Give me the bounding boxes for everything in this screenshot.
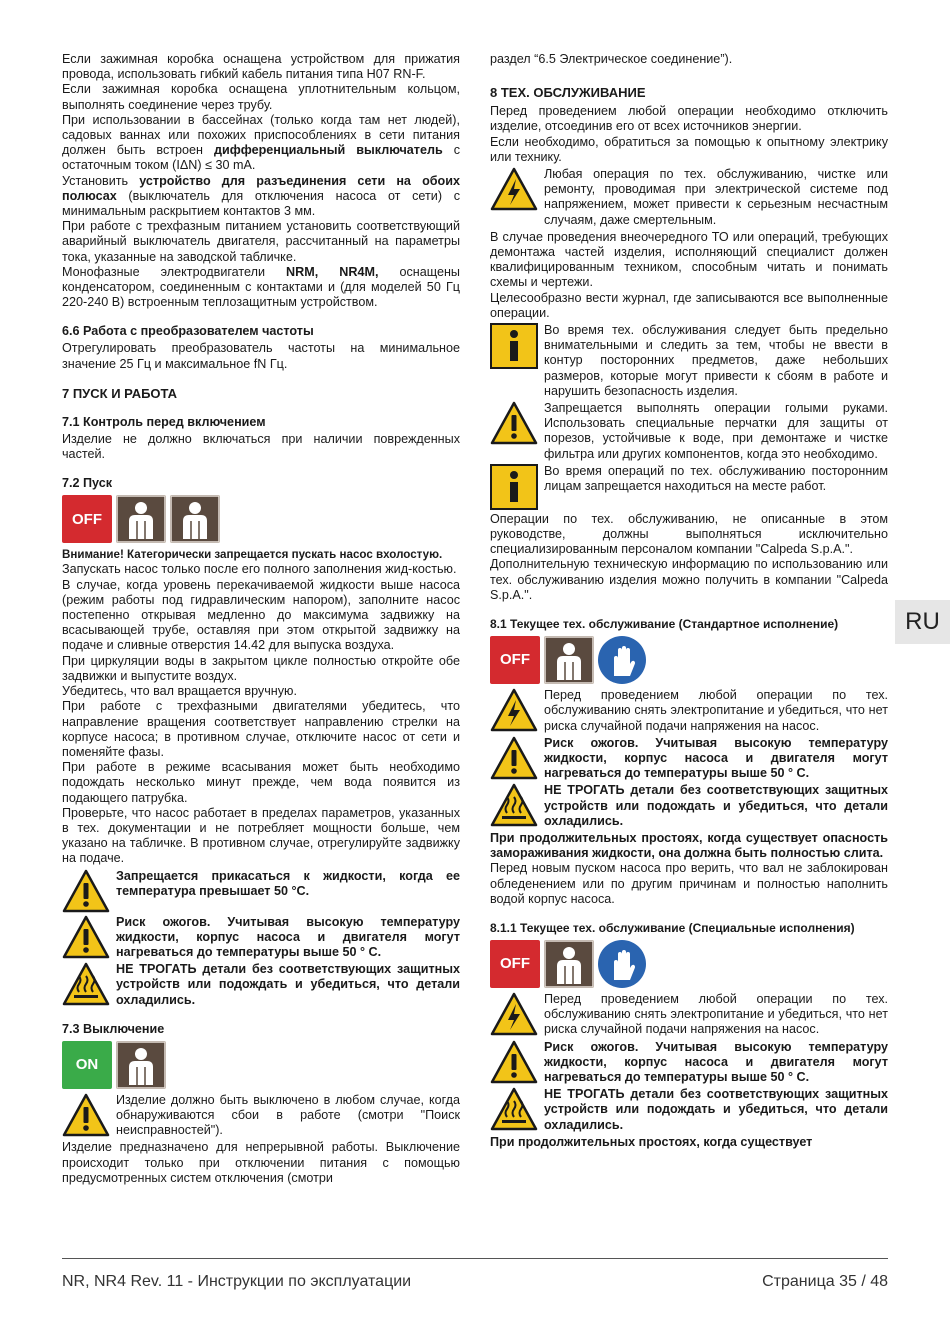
electric-hazard-icon xyxy=(490,992,538,1036)
footer-title: NR, NR4 Rev. 11 - Инструкции по эксплуатации xyxy=(62,1273,412,1290)
info-icon xyxy=(490,323,538,369)
paragraph: При работе с трехфазными двигателями убедитесь, что направление вращения соответствует направлению стрелки на корпусе насоса; в противном случае, отключите насос от сети и поменяйте фазы. xyxy=(62,699,460,759)
page-number: Страница 35 / 48 xyxy=(762,1273,888,1290)
icon-row xyxy=(490,636,888,684)
paragraph: Отрегулировать преобразователь частоты на минимальное значение 25 Гц и максимальное fN Гц. xyxy=(62,341,460,371)
paragraph: В случае проведения внеочередного ТО или операций, требующих демонтажа частей изделия, исполняющий специалист должен квалифицированным техником, способным читать и понимать схемы и чертежи. xyxy=(490,229,888,290)
section-heading-8: 8 ТЕХ. ОБСЛУЖИВАНИЕ xyxy=(490,85,646,101)
paragraph: При циркуляции воды в закрытом цикле полностью откройте обе задвижки и выпустите воздух. xyxy=(62,653,460,683)
paragraph: При продолжительных простоях, когда существует опасность замораживания жидкости, она должна быть полностью слита. xyxy=(490,830,888,861)
warning-triangle-icon xyxy=(62,1093,110,1137)
paragraph: раздел “6.5 Электрическое соединение”). xyxy=(490,52,733,66)
paragraph: Проверьте, что насос работает в пределах параметров, указанных в тех. документации и не потребляет мощности больше, чем указано на табличке. В противном случае, отрегулируйте задвижку на подаче. xyxy=(62,805,460,866)
warning-triangle-icon xyxy=(490,401,538,445)
warning-block: Запрещается прикасаться к жидкости, когда ее температура превышает 50 °C. xyxy=(62,869,460,913)
paragraph: Если зажимная коробка оснащена устройством для прижатия провода, использовать гибкий кабель питания типа H07 RN-F. xyxy=(62,52,460,82)
paragraph: Изделие предназначено для непрерывной работы. Выключение происходит только при отключении питания с помощью предусмотренных систем отключения (смотри xyxy=(62,1140,460,1185)
warning-block: Перед проведением любой операции по тех. обслуживанию снять электропитание и убедиться, что нет риска случайной подачи напряжения на насос. xyxy=(490,992,888,1038)
glove-icon xyxy=(598,636,646,684)
warning-block: Запрещается выполнять операции голыми руками. Использовать специальные перчатки для защиты от порезов, устойчивые к воде, при демонтаже и чистке фильтра или других компонентов, когда это необходимо. xyxy=(490,401,888,462)
warning-triangle-icon xyxy=(62,915,110,959)
paragraph: Если необходимо, обратиться за помощью к опытному электрику или технику. xyxy=(490,134,888,164)
paragraph: Перед проведением любой операции необходимо отключить изделие, отсоединив его от всех источников энергии. xyxy=(490,104,888,134)
warning-block: НЕ ТРОГАТЬ детали без соответствующих защитных устройств или подождать и убедиться, что детали охладились. xyxy=(490,1087,888,1133)
section-heading-7-3: 7.3 Выключение xyxy=(62,1021,165,1036)
section-heading-8-1-1: 8.1.1 Текущее тех. обслуживание (Специальные исполнения) xyxy=(490,920,855,935)
paragraph: При использовании в бассейнах (только когда там нет людей), садовых ваннах или похожих приспособлениях в сети питания должен быть встроен дифференциальный выключатель с остаточным током (IΔN) ≤ 30 mA. xyxy=(62,112,460,173)
electric-hazard-icon xyxy=(490,688,538,732)
section-heading-7: 7 ПУСК И РАБОТА xyxy=(62,385,178,401)
paragraph: При продолжительных простоях, когда существует xyxy=(490,1134,813,1149)
info-block: Во время тех. обслуживания следует быть предельно внимательными и следить за тем, чтобы не ввести в контур посторонних предметов, даже небольших размеров, которые могут привести к сбоям в работе и нарушить безопасность изделия. xyxy=(490,323,888,399)
person-icon xyxy=(170,495,220,543)
warning-block: Любая операция по тех. обслуживанию, чистке или ремонту, проводимая при электрической системе под напряжением, может привести к серьезным несчастным случаям, даже смертельным. xyxy=(490,167,888,228)
paragraph: Целесообразно вести журнал, где записываются все выполненные операции. xyxy=(490,290,888,320)
person-icon xyxy=(544,940,594,988)
warning-block: Риск ожогов. Учитывая высокую температуру жидкости, корпус насоса и двигателя могут нагреваться до температуры выше 50 ° C. xyxy=(490,736,888,782)
warning-block: Риск ожогов. Учитывая высокую температуру жидкости, корпус насоса и двигателя могут нагреваться до температуры выше 50 ° C. xyxy=(62,915,460,961)
hot-surface-icon xyxy=(490,783,538,827)
paragraph: При работе в режиме всасывания может быть необходимо подождать несколько минут прежде, чем вода появится из подающего патрубка. xyxy=(62,760,460,805)
paragraph: При работе с трехфазным питанием установить соответствующий аварийный выключатель двигателя, рассчитанный на параметры тока, указанные на заводской табличке. xyxy=(62,219,460,264)
hot-surface-icon xyxy=(490,1087,538,1131)
paragraph: Монофазные электродвигатели NRM, NR4M, оснащены конденсатором, соединенным с контактами и (для моделей 50 Гц 220-240 В) встроенным теплозащитным устройством. xyxy=(62,264,460,310)
paragraph: Установить устройство для разъединения сети на обоих полюсах (выключатель для отключения насоса от сети) с минимальным раскрытием контактов 3 мм. xyxy=(62,173,460,219)
info-block: Во время операций по тех. обслуживанию посторонним лицам запрещается находиться на месте работ. xyxy=(490,464,888,510)
paragraph: Запускать насос только после его полного заполнения жид-костью. xyxy=(62,562,457,577)
person-icon xyxy=(116,495,166,543)
off-icon: OFF xyxy=(62,495,112,543)
info-icon xyxy=(490,464,538,510)
paragraph: Операции по тех. обслуживанию, не описанные в этом руководстве, должны выполняться исключительно специализированным персоналом компании "Calpeda S.p.A.". xyxy=(490,511,888,557)
warning-block: Перед проведением любой операции по тех. обслуживанию снять электропитание и убедиться, что нет риска случайной подачи напряжения на насос. xyxy=(490,688,888,734)
glove-icon xyxy=(598,940,646,988)
icon-row xyxy=(62,1041,460,1089)
section-heading-6-6: 6.6 Работа с преобразователем частоты xyxy=(62,324,314,339)
on-icon: ON xyxy=(62,1041,112,1089)
section-heading-7-1: 7.1 Контроль перед включением xyxy=(62,414,266,429)
section-heading-7-2: 7.2 Пуск xyxy=(62,476,113,491)
paragraph: В случае, когда уровень перекачиваемой жидкости выше насоса (режим работы под гидравлическим напором), заполните насос постепенно открывая медленно до максимума задвижку на всасывающей трубе, оставляя при этом открытой задвижку на подаче и сливные отверстия 14.42 для выпуска воздуха. xyxy=(62,577,460,653)
person-icon xyxy=(544,636,594,684)
attention-text: Внимание! Категорически запрещается пускать насос вхолостую. xyxy=(62,548,443,562)
paragraph: Убедитесь, что вал вращается вручную. xyxy=(62,684,297,699)
right-column xyxy=(490,52,888,1150)
language-tab: RU xyxy=(895,600,950,644)
paragraph: Дополнительную техническую информацию по использованию или тех. обслуживанию изделия можно получить в компании "Calpeda S.p.A.". xyxy=(490,557,888,602)
icon-row xyxy=(490,940,888,988)
warning-block: Риск ожогов. Учитывая высокую температуру жидкости, корпус насоса и двигателя могут нагреваться до температуры выше 50 ° C. xyxy=(490,1040,888,1086)
off-icon: OFF xyxy=(490,636,540,684)
warning-triangle-icon xyxy=(490,1040,538,1084)
paragraph: Если зажимная коробка оснащена уплотнительным кольцом, выполнять соединение через трубу. xyxy=(62,82,460,112)
warning-block: НЕ ТРОГАТЬ детали без соответствующих защитных устройств или подождать и убедиться, что детали охладились. xyxy=(62,962,460,1008)
warning-triangle-icon xyxy=(62,869,110,913)
footer-divider xyxy=(62,1258,888,1259)
left-column xyxy=(62,52,460,1186)
off-icon: OFF xyxy=(490,940,540,988)
paragraph: Перед новым пуском насоса про верить, что вал не заблокирован обледенением или по другим причинам и полностью наполнить водой корпус насоса. xyxy=(490,861,888,906)
person-icon xyxy=(116,1041,166,1089)
warning-block: НЕ ТРОГАТЬ детали без соответствующих защитных устройств или подождать и убедиться, что детали охладились. xyxy=(490,783,888,829)
electric-hazard-icon xyxy=(490,167,538,211)
warning-triangle-icon xyxy=(490,736,538,780)
warning-block: Изделие должно быть выключено в любом случае, когда обнаруживаются сбои в работе (смотри "Поиск неисправностей"). xyxy=(62,1093,460,1139)
paragraph: Изделие не должно включаться при наличии поврежденных частей. xyxy=(62,431,460,462)
icon-row xyxy=(62,495,460,543)
hot-surface-icon xyxy=(62,962,110,1006)
section-heading-8-1: 8.1 Текущее тех. обслуживание (Стандартное исполнение) xyxy=(490,617,839,632)
